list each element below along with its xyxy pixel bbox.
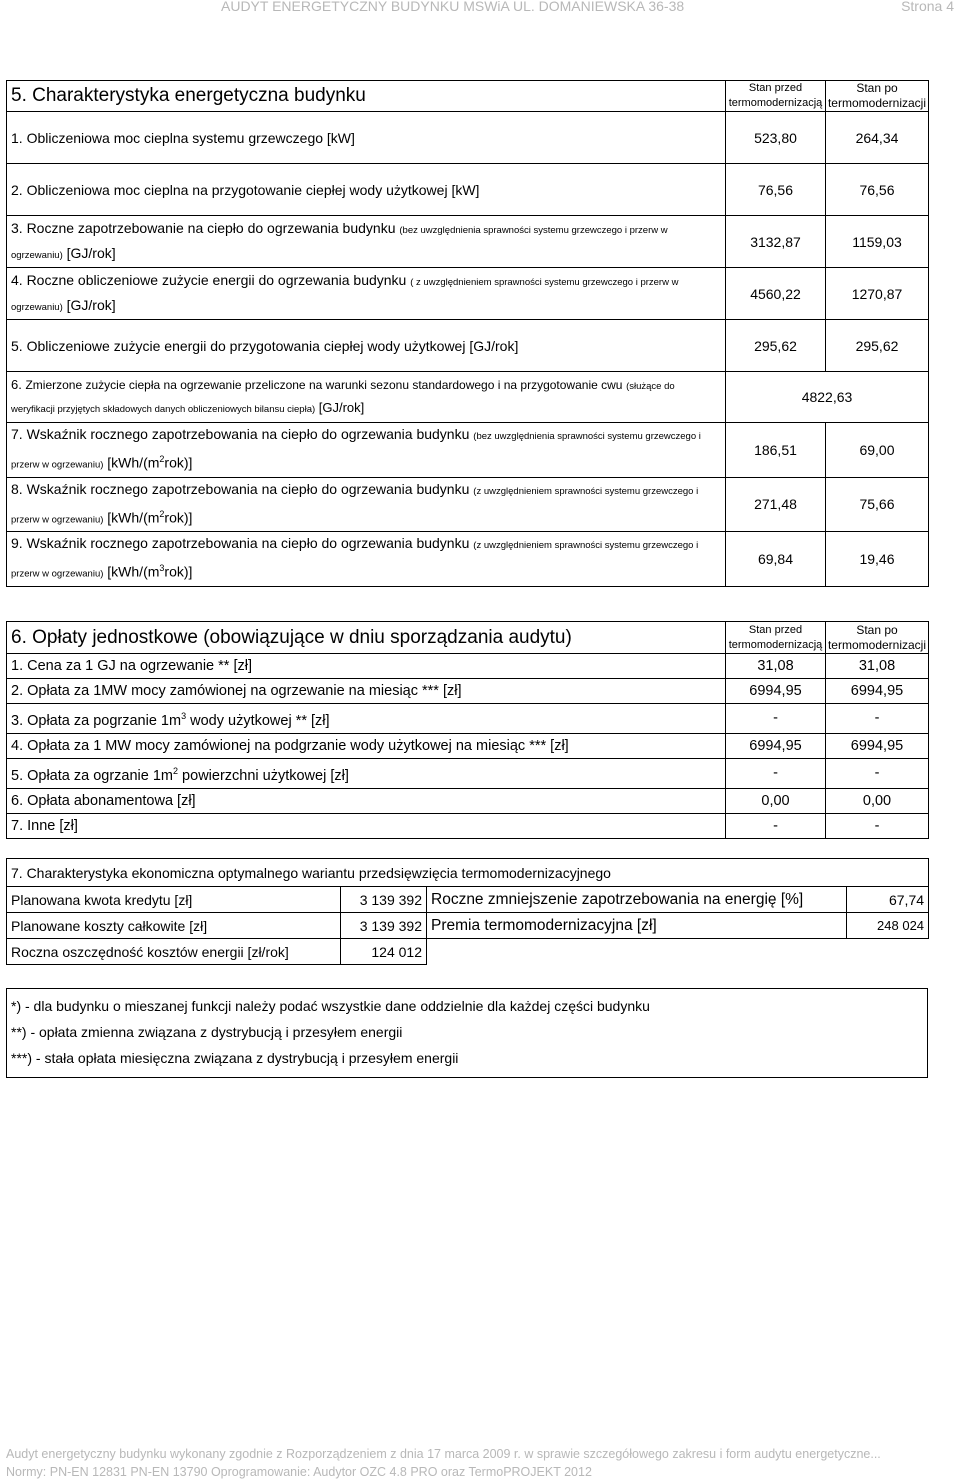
value-after: 295,62 [826, 320, 929, 372]
page-number: Strona 4 [901, 0, 954, 14]
value-after: 6994,95 [826, 733, 929, 758]
row-label [7, 423, 726, 478]
row-label-text: 8. Wskaźnik rocznego zapotrzebowania na ciepło do ogrzewania budynku [11, 480, 470, 497]
row-label [7, 704, 726, 734]
row-unit: [kWh/(m [107, 509, 160, 526]
row-label: 5. Obliczeniowe zużycie energii do przygotowania ciepłej wody użytkowej [GJ/rok] [7, 320, 726, 372]
row-label: 1. Obliczeniowa moc cieplna systemu grzewczego [kW] [7, 112, 726, 164]
value-after: 264,34 [826, 112, 929, 164]
value-after: - [826, 813, 929, 838]
row-value-2: 248 024 [847, 913, 929, 939]
row-unit-tail: rok)] [164, 509, 193, 526]
value-before: 523,80 [726, 112, 826, 164]
empty-cell [847, 939, 929, 965]
value-before: 4560,22 [726, 268, 826, 320]
header-title: AUDYT ENERGETYCZNY BUDYNKU MSWiA UL. DOMANIEWSKA 36-38 [221, 0, 685, 14]
row-label [7, 372, 726, 423]
value-before: 0,00 [726, 788, 826, 813]
value-before: 6994,95 [726, 679, 826, 704]
row-note: (bez uwzględnienia sprawności systemu grzewczego i przerw w ogrzewaniu) [11, 224, 668, 261]
table-row [7, 320, 929, 372]
section-7-title: 7. Charakterystyka ekonomiczna optymalnego wariantu przedsięwzięcia termomodernizacyjnego [7, 859, 929, 887]
table-row [7, 913, 929, 939]
value-before: 69,84 [726, 532, 826, 587]
unit-superscript: 3 [181, 711, 187, 721]
row-value: 124 012 [341, 939, 427, 965]
value-before: 186,51 [726, 423, 826, 478]
row-label-text: 5. Opłata za ogrzanie 1m [11, 767, 174, 784]
table-row [7, 532, 929, 587]
value-after: 6994,95 [826, 679, 929, 704]
section-5-title: 5. Charakterystyka energetyczna budynku [7, 81, 726, 112]
page-header [0, 0, 960, 14]
empty-cell [427, 939, 847, 965]
row-value: 3 139 392 [341, 887, 427, 913]
footnote: *) - dla budynku o mieszanej funkcji należy podać wszystkie dane oddzielnie dla każdej części budynku [11, 998, 650, 1014]
row-label: Planowane koszty całkowite [zł] [7, 913, 341, 939]
table-row [7, 788, 929, 813]
footnotes-content [7, 989, 928, 1078]
row-label: Planowana kwota kredytu [zł] [7, 887, 341, 913]
footer-line-2: Normy: PN-EN 12831 PN-EN 13790 Oprogramowanie: Audytor OZC 4.8 PRO oraz TermoPROJEKT 2012 [6, 1465, 592, 1479]
table-row [7, 216, 929, 268]
row-label-text: 4. Roczne obliczeniowe zużycie energii do ogrzewania budynku [11, 271, 407, 288]
value-after: 0,00 [826, 788, 929, 813]
value-before: - [726, 758, 826, 788]
value-before: 3132,87 [726, 216, 826, 268]
row-unit: [kWh/(m [107, 454, 160, 471]
row-label: 2. Obliczeniowa moc cieplna na przygotowanie ciepłej wody użytkowej [kW] [7, 164, 726, 216]
row-note: (służące do weryfikacji przyjętych składowych danych obliczeniowych bilansu ciepła) [11, 381, 675, 415]
row-label-text: 3. Opłata za pogrzanie 1m [11, 712, 182, 729]
col-before-header: Stan przed termomodernizacją [726, 622, 826, 654]
economic-characteristics-table [6, 858, 929, 965]
row-label: 4. Opłata za 1 MW mocy zamówionej na podgrzanie wody użytkowej na miesiąc *** [zł] [7, 733, 726, 758]
unit-superscript: 2 [173, 765, 179, 776]
table-row [7, 704, 929, 734]
unit-superscript: 3 [159, 563, 165, 574]
value-after: 19,46 [826, 532, 929, 587]
table-row [7, 477, 929, 532]
table-row [7, 164, 929, 216]
value-after: 1159,03 [826, 216, 929, 268]
value-after: 75,66 [826, 477, 929, 532]
row-label-2: Premia termomodernizacyjna [zł] [427, 913, 847, 939]
value-before: 271,48 [726, 477, 826, 532]
row-label-tail: powierzchni użytkowej [zł] [178, 767, 349, 784]
value-after: 69,00 [826, 423, 929, 478]
row-unit: [GJ/rok] [318, 400, 365, 415]
value-after: - [826, 704, 929, 734]
table-row [7, 733, 929, 758]
row-unit-tail: rok)] [164, 454, 193, 471]
table-row [7, 813, 929, 838]
energy-characteristics-table [6, 80, 929, 587]
value-before: - [726, 704, 826, 734]
table-row [7, 939, 929, 965]
table-row [7, 654, 929, 679]
row-label-text: 3. Roczne zapotrzebowanie na ciepło do ogrzewania budynku [11, 219, 396, 236]
footer-line-1: Audyt energetyczny budynku wykonany zgodnie z Rozporządzeniem z dnia 17 marca 2009 r. w sprawie szczegółowego zakresu i form audytu energetyczne... [6, 1447, 881, 1461]
unit-superscript: 2 [159, 508, 165, 519]
row-value-2: 67,74 [847, 887, 929, 913]
row-label [7, 477, 726, 532]
footnote: ***) - stała opłata miesięczna związana z dystrybucją i przesyłem energii [11, 1050, 459, 1066]
value-after: - [826, 758, 929, 788]
value-before: - [726, 813, 826, 838]
row-label [7, 532, 726, 587]
row-label [7, 758, 726, 788]
row-label: 1. Cena za 1 GJ na ogrzewanie ** [zł] [7, 654, 726, 679]
value-after: 1270,87 [826, 268, 929, 320]
value-before: 6994,95 [726, 733, 826, 758]
row-label: 6. Opłata abonamentowa [zł] [7, 788, 726, 813]
row-label-2: Roczne zmniejszenie zapotrzebowania na energię [%] [427, 887, 847, 913]
table-row [7, 758, 929, 788]
col-before-header: Stan przed termomodernizacją [726, 81, 826, 112]
table-row [7, 372, 929, 423]
row-unit-tail: rok)] [164, 563, 193, 580]
row-label: 2. Opłata za 1MW mocy zamówionej na ogrzewanie na miesiąc *** [zł] [7, 679, 726, 704]
unit-superscript: 2 [159, 454, 165, 464]
value-before: 295,62 [726, 320, 826, 372]
value-merged: 4822,63 [726, 372, 929, 423]
value-before: 76,56 [726, 164, 826, 216]
footnote: **) - opłata zmienna związana z dystrybucją i przesyłem energii [11, 1024, 403, 1040]
value-after: 76,56 [826, 164, 929, 216]
row-label-tail: wody użytkowej ** [zł] [186, 712, 330, 729]
col-after-header: Stan po termomodernizacji [826, 622, 929, 654]
row-label-text: 7. Wskaźnik rocznego zapotrzebowania na ciepło do ogrzewania budynku [11, 426, 470, 442]
row-note: (z uwzględnieniem sprawności systemu grzewczego i przerw w ogrzewaniu) [11, 485, 699, 526]
row-unit: [GJ/rok] [66, 296, 116, 313]
unit-fees-table [6, 621, 929, 839]
value-after: 31,08 [826, 654, 929, 679]
table-row [7, 268, 929, 320]
row-value: 3 139 392 [341, 913, 427, 939]
row-label-text: 9. Wskaźnik rocznego zapotrzebowania na ciepło do ogrzewania budynku [11, 535, 470, 552]
section-6-title: 6. Opłaty jednostkowe (obowiązujące w dniu sporządzania audytu) [7, 622, 726, 654]
row-unit: [GJ/rok] [66, 244, 116, 261]
footnotes-box [6, 988, 928, 1078]
row-label-text: 6. [11, 377, 22, 392]
table-row [7, 679, 929, 704]
row-label-text-2: Zmierzone zużycie ciepła na ogrzewanie przeliczone na warunki sezonu standardowego i na przygotowanie cwu [25, 378, 623, 392]
row-label [7, 268, 726, 320]
row-note: (z uwzględnieniem sprawności systemu grzewczego i przerw w ogrzewaniu) [11, 540, 699, 580]
row-label [7, 216, 726, 268]
row-label: 7. Inne [zł] [7, 813, 726, 838]
row-label: Roczna oszczędność kosztów energii [zł/rok] [7, 939, 341, 965]
row-unit: [kWh/(m [107, 563, 160, 580]
table-row [7, 423, 929, 478]
value-before: 31,08 [726, 654, 826, 679]
row-note: (bez uwzględnienia sprawności systemu grzewczego i przerw w ogrzewaniu) [11, 431, 701, 471]
col-after-header: Stan po termomodernizacji [826, 81, 929, 112]
row-note: ( z uwzględnieniem sprawności systemu grzewczego i przerw w ogrzewaniu) [11, 276, 679, 313]
table-row [7, 887, 929, 913]
table-row [7, 112, 929, 164]
